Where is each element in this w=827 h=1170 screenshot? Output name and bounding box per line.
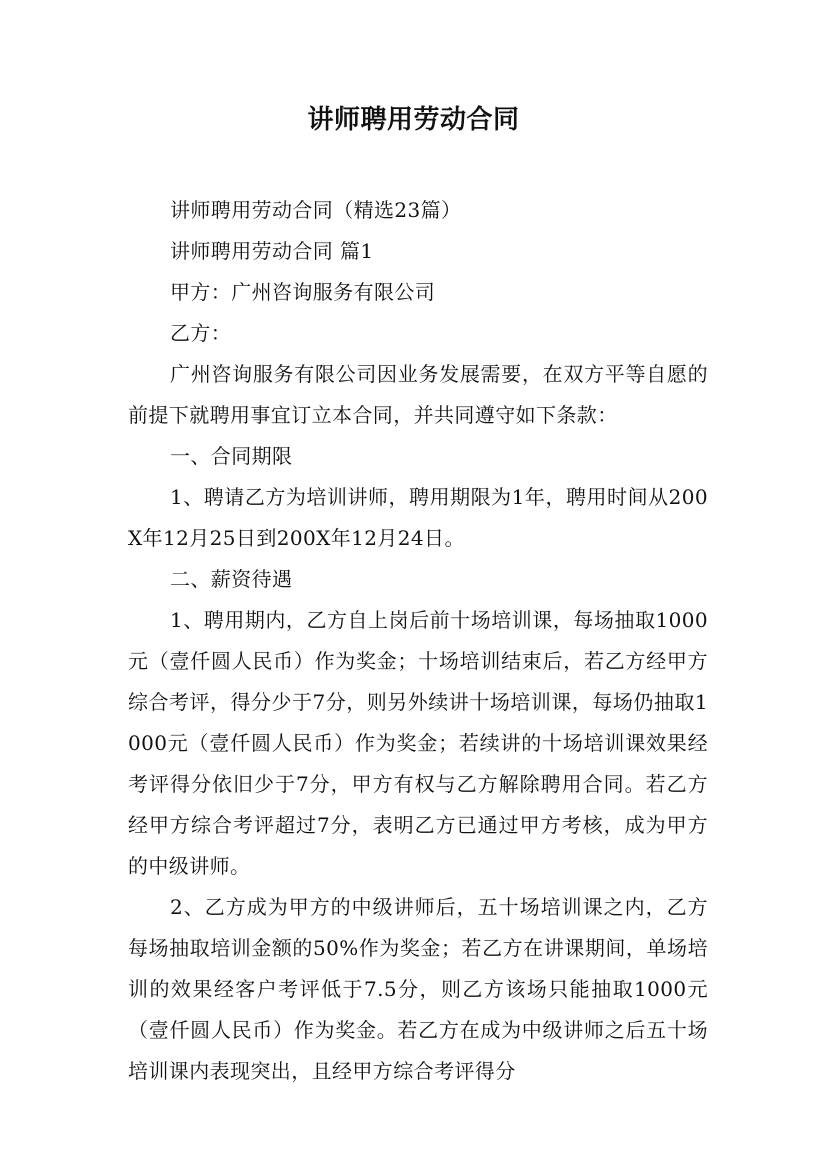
paragraph-subtitle: 讲师聘用劳动合同（精选23篇） xyxy=(170,198,462,222)
paragraph-party-b: 乙方： xyxy=(170,321,232,345)
paragraph-heading-term: 一、合同期限 xyxy=(170,444,293,468)
paragraph-section-heading: 讲师聘用劳动合同 篇1 xyxy=(170,239,374,263)
paragraph-salary-clause-1: 1、聘用期内，乙方自上岗后前十场培训课，每场抽取1000元（壹仟圆人民币）作为奖金；十场培训结束后，若乙方经甲方综合考评，得分少于7分，则另外续讲十场培训课，每场仍抽取1000元（壹仟圆人民币）作为奖金；若续讲的十场培训课效果经考评得分依旧少于7分，甲方有权与乙方解除聘用合同。若乙方经甲方综合考评超过7分，表明乙方已通过甲方考核，成为甲方的中级讲师。 xyxy=(128,608,708,878)
paragraph-salary-clause-2: 2、乙方成为甲方的中级讲师后，五十场培训课之内，乙方每场抽取培训金额的50%作为奖金；若乙方在讲课期间，单场培训的效果经客户考评低于7.5分，则乙方该场只能抽取1000元（壹仟圆人民币）作为奖金。若乙方在成为中级讲师之后五十场培训课内表现突出，且经甲方综合考评得分 xyxy=(128,895,708,1083)
paragraph-party-a: 甲方：广州咨询服务有限公司 xyxy=(170,280,436,304)
paragraph-preamble: 广州咨询服务有限公司因业务发展需要，在双方平等自愿的前提下就聘用事宜订立本合同，并共同遵守如下条款： xyxy=(128,362,708,427)
document-body xyxy=(128,190,708,1092)
document-title: 讲师聘用劳动合同 xyxy=(307,105,520,135)
paragraph-heading-salary: 二、薪资待遇 xyxy=(170,567,293,591)
paragraph-term-clause: 1、聘请乙方为培训讲师，聘用期限为1年，聘用时间从200X年12月25日到200X年12月24日。 xyxy=(128,485,708,550)
